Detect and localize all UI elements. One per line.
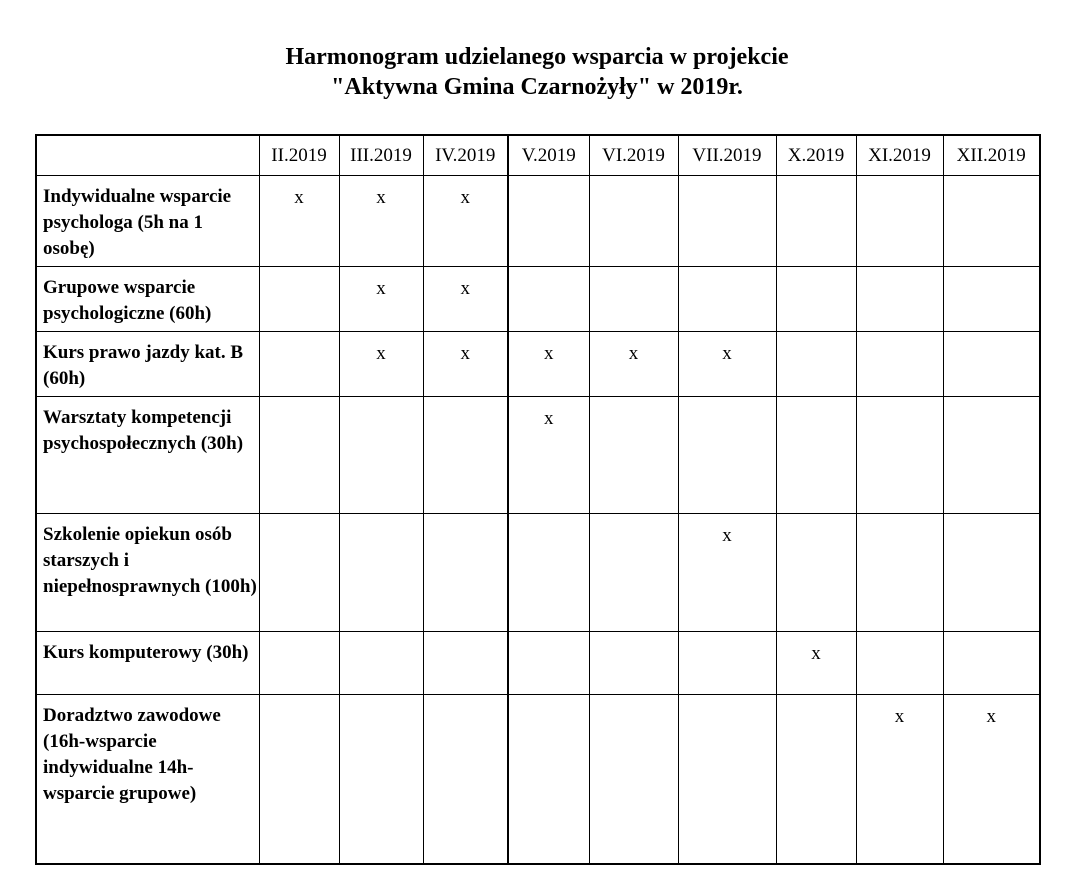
mark-cell (589, 267, 678, 332)
row-label: Szkolenie opiekun osób starszych i niepełnosprawnych (100h) (36, 514, 259, 632)
mark-cell (943, 267, 1040, 332)
mark-cell: x (259, 176, 339, 267)
mark-cell (339, 514, 423, 632)
mark-cell (678, 695, 776, 864)
mark-cell (678, 267, 776, 332)
mark-cell (508, 267, 589, 332)
month-header: VII.2019 (678, 135, 776, 176)
mark-cell: x (339, 332, 423, 397)
document-title (0, 42, 1069, 102)
month-header: IV.2019 (423, 135, 508, 176)
mark-cell (856, 397, 943, 514)
mark-cell (776, 332, 856, 397)
mark-cell (943, 632, 1040, 695)
mark-cell (589, 695, 678, 864)
mark-cell (943, 176, 1040, 267)
mark-cell: x (856, 695, 943, 864)
mark-cell (423, 695, 508, 864)
row-label: Warsztaty kompetencji psychospołecznych (30h) (36, 397, 259, 514)
month-header: II.2019 (259, 135, 339, 176)
table-row (36, 514, 1040, 632)
mark-cell (856, 332, 943, 397)
mark-cell (856, 514, 943, 632)
mark-cell: x (423, 267, 508, 332)
mark-cell (943, 397, 1040, 514)
month-header: III.2019 (339, 135, 423, 176)
mark-cell (508, 514, 589, 632)
table-row (36, 695, 1040, 864)
mark-cell (678, 397, 776, 514)
table-row (36, 176, 1040, 267)
mark-cell: x (339, 267, 423, 332)
mark-cell (508, 632, 589, 695)
mark-cell (259, 514, 339, 632)
mark-cell (259, 695, 339, 864)
mark-cell (339, 632, 423, 695)
mark-cell: x (423, 332, 508, 397)
mark-cell (423, 397, 508, 514)
row-label: Indywidualne wsparcie psychologa (5h na 1 osobę) (36, 176, 259, 267)
mark-cell: x (589, 332, 678, 397)
month-header: XI.2019 (856, 135, 943, 176)
mark-cell (678, 176, 776, 267)
mark-cell (589, 632, 678, 695)
table-row (36, 632, 1040, 695)
mark-cell: x (678, 332, 776, 397)
mark-cell (508, 176, 589, 267)
title-line-2: "Aktywna Gmina Czarnożyły" w 2019r. (331, 74, 743, 100)
mark-cell (589, 397, 678, 514)
mark-cell: x (339, 176, 423, 267)
mark-cell: x (508, 332, 589, 397)
mark-cell (259, 397, 339, 514)
month-header: XII.2019 (943, 135, 1040, 176)
mark-cell (943, 332, 1040, 397)
header-row (36, 135, 1040, 176)
mark-cell (589, 514, 678, 632)
row-label: Grupowe wsparcie psychologiczne (60h) (36, 267, 259, 332)
mark-cell (259, 332, 339, 397)
mark-cell (856, 176, 943, 267)
row-label: Kurs komputerowy (30h) (36, 632, 259, 695)
mark-cell: x (678, 514, 776, 632)
table-row (36, 397, 1040, 514)
table-row (36, 267, 1040, 332)
month-header: VI.2019 (589, 135, 678, 176)
mark-cell (856, 267, 943, 332)
mark-cell: x (508, 397, 589, 514)
mark-cell: x (423, 176, 508, 267)
mark-cell (339, 695, 423, 864)
mark-cell (678, 632, 776, 695)
mark-cell (776, 176, 856, 267)
mark-cell (259, 632, 339, 695)
mark-cell (776, 514, 856, 632)
schedule-table (35, 134, 1041, 865)
mark-cell (423, 632, 508, 695)
mark-cell (508, 695, 589, 864)
month-header: V.2019 (508, 135, 589, 176)
mark-cell (423, 514, 508, 632)
mark-cell: x (776, 632, 856, 695)
mark-cell (589, 176, 678, 267)
mark-cell: x (943, 695, 1040, 864)
title-line-1: Harmonogram udzielanego wsparcia w projekcie (285, 44, 789, 70)
mark-cell (339, 397, 423, 514)
table-row (36, 332, 1040, 397)
row-label: Doradztwo zawodowe (16h-wsparcie indywidualne 14h-wsparcie grupowe) (36, 695, 259, 864)
mark-cell (856, 632, 943, 695)
mark-cell (776, 267, 856, 332)
corner-cell (36, 135, 259, 176)
month-header: X.2019 (776, 135, 856, 176)
row-label: Kurs prawo jazdy kat. B (60h) (36, 332, 259, 397)
mark-cell (776, 397, 856, 514)
mark-cell (943, 514, 1040, 632)
mark-cell (259, 267, 339, 332)
mark-cell (776, 695, 856, 864)
